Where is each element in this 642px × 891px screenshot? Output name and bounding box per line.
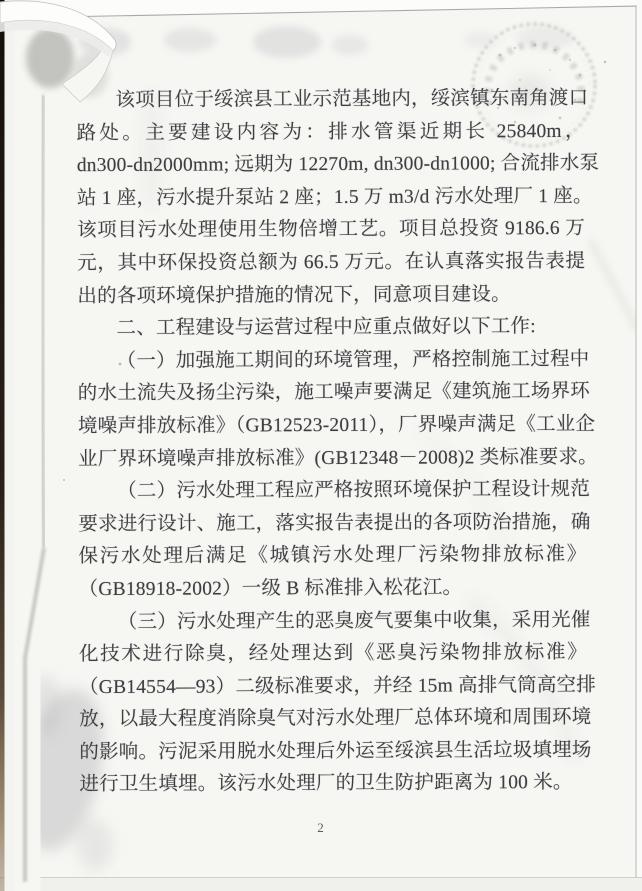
- page-edge-bottom: [0, 878, 642, 891]
- text-line: dn300-dn2000mm; 远期为 12270m, dn300-dn1000; 合流排水泵: [76, 153, 600, 177]
- text-line: 要求进行设计、施工，落实报告表提出的各项防治措施，确: [78, 511, 591, 535]
- text-line: （一）加强施工期间的环境管理，严格控制施工过程中: [116, 348, 590, 372]
- text-line: （GB14554—93）二级标准要求，并经 15m 高排气筒高空排: [79, 674, 596, 698]
- text-line: 出的各项环境保护措施的情况下，同意项目建设。: [77, 283, 511, 307]
- text-line: 的影响。污泥采用脱水处理后外运至绥滨县生活垃圾填埋场: [79, 739, 592, 763]
- text-line: （二）污水处理工程应严格按照环境保护工程设计规范: [117, 478, 591, 503]
- text-line: 业厂界环境噪声排放标准》(GB12348－2008)2 类标准要求。: [78, 446, 598, 470]
- document-body: [76, 83, 600, 802]
- section-heading: 二、工程建设与运营过程中应重点做好以下工作:: [116, 316, 536, 340]
- text-line: 该项目位于绥滨县工业示范基地内，绥滨镇东南角渡口: [115, 87, 589, 111]
- page-stack-left: [0, 0, 44, 891]
- text-line: 境噪声排放标准》（GB12523-2011），厂界噪声满足《工业企: [77, 413, 596, 438]
- text-line: 元，其中环保投资总额为 66.5 万元。在认真落实报告表提: [77, 250, 586, 275]
- text-line: 该项目污水处理使用生物倍增工艺。项目总投资 9186.6 万: [77, 218, 586, 242]
- page-edge-right: [636, 0, 642, 891]
- text-line: 保污水处理后满足《城镇污水处理厂污染物排放标准》: [78, 544, 587, 568]
- text-line: （三）污水处理产生的恶臭废气要集中收集，采用光催: [117, 609, 591, 633]
- text-line: 放，以最大程度消除臭气对污水处理厂总体环境和周围环境: [79, 707, 592, 731]
- text-line: 化技术进行除臭，经处理达到《恶臭污染物排放标准》: [78, 641, 587, 666]
- text-line: 路处。主要建设内容为：排水管渠近期长 25840m，: [76, 120, 585, 144]
- page-number: 2: [317, 820, 325, 835]
- text-line: 的水土流失及扬尘污染，施工噪声要满足《建筑施工场界环: [77, 381, 591, 405]
- text-line: （GB18918-2002）一级 B 标准排入松花江。: [78, 577, 463, 601]
- text-line: 站 1 座，污水提升泵站 2 座；1.5 万 m3/d 污水处理厂 1 座。: [76, 185, 593, 209]
- text-line: 进行卫生填埋。该污水处理厂的卫生防护距离为 100 米。: [79, 772, 573, 796]
